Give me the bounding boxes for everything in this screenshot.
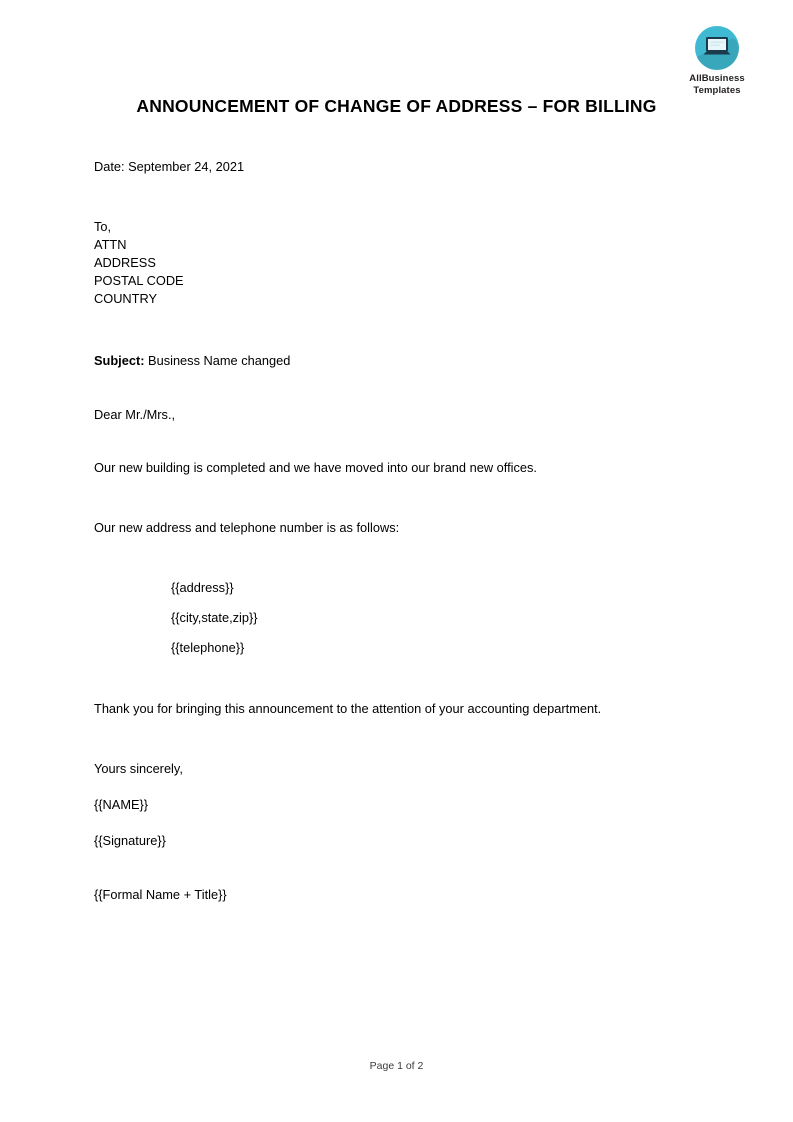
page-footer: Page 1 of 2 <box>369 1060 424 1072</box>
subject-label: Subject: <box>94 353 145 368</box>
paragraph-1: Our new building is completed and we have moved into our brand new offices. <box>94 460 537 475</box>
greeting-line: Dear Mr./Mrs., <box>94 407 176 422</box>
recipient-line: ADDRESS <box>94 255 156 270</box>
logo-caption-line-2: Templates <box>693 84 741 96</box>
placeholder-name: {{NAME}} <box>94 797 149 812</box>
signature-block <box>94 760 704 850</box>
placeholder-telephone: {{telephone}} <box>171 640 245 655</box>
paragraph-3: Thank you for bringing this announcement to the attention of your accounting department. <box>94 701 602 716</box>
date-line: Date: September 24, 2021 <box>94 159 245 174</box>
letter-body <box>94 158 704 904</box>
subject-line <box>94 352 704 370</box>
page-title: ANNOUNCEMENT OF CHANGE OF ADDRESS – FOR BILLING <box>136 96 657 116</box>
logo-caption <box>669 73 765 96</box>
recipient-line: To, <box>94 219 112 234</box>
closing-line: Yours sincerely, <box>94 761 183 776</box>
subject-value: Business Name changed <box>148 353 291 368</box>
allbusiness-templates-logo <box>669 26 765 96</box>
address-placeholder-block <box>171 579 704 657</box>
placeholder-city-state-zip: {{city,state,zip}} <box>171 610 258 625</box>
logo-caption-line-1: AllBusiness <box>689 73 745 84</box>
recipient-line: COUNTRY <box>94 291 158 306</box>
recipient-address-block <box>94 218 704 308</box>
placeholder-signature: {{Signature}} <box>94 833 166 848</box>
paragraph-2: Our new address and telephone number is as follows: <box>94 520 400 535</box>
placeholder-formal-name-title: {{Formal Name + Title}} <box>94 887 227 902</box>
laptop-icon <box>695 26 739 70</box>
laptop-glyph <box>703 36 731 58</box>
placeholder-address: {{address}} <box>171 580 234 595</box>
recipient-line: ATTN <box>94 237 127 252</box>
recipient-line: POSTAL CODE <box>94 273 184 288</box>
